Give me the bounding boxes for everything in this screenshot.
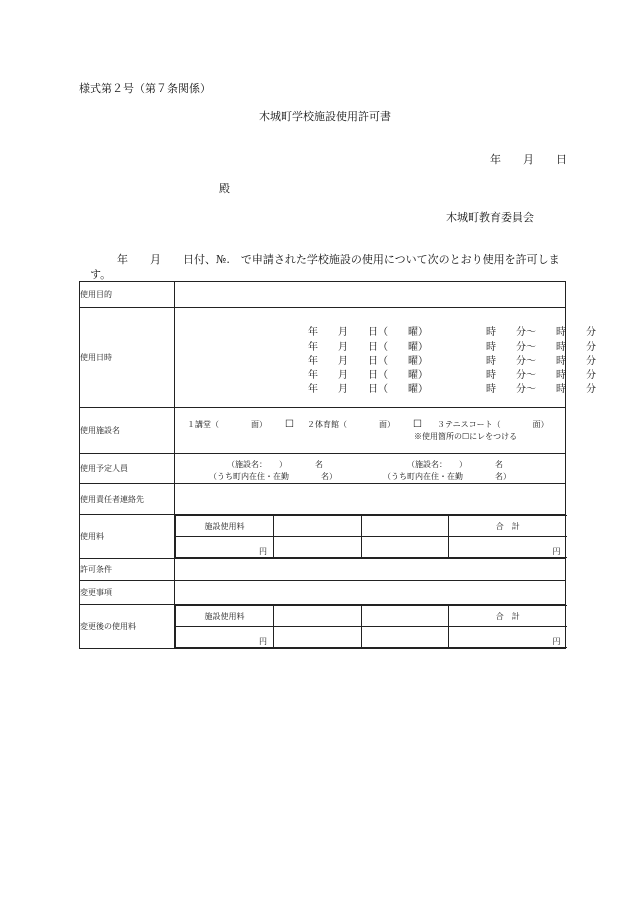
row-datetime xyxy=(80,308,566,408)
facility-option-hall: １講堂（ 面） xyxy=(187,420,267,429)
fee-cell xyxy=(274,606,362,627)
expected-col2-line2: （うち町内在住・在勤 名） xyxy=(383,472,511,481)
label-facility: 使用施設名 xyxy=(80,408,175,454)
addressee-suffix: 殿 xyxy=(219,182,230,195)
time-line-3: 時 分～ 時 分 xyxy=(486,356,596,367)
checkbox-hall[interactable]: ☐ xyxy=(285,419,294,430)
facility-option-tennis: ３テニスコート（ 面） xyxy=(437,420,549,429)
expected-col1-line1: （施設名： ） 名 xyxy=(227,460,323,469)
fee-total-header: 合 計 xyxy=(449,516,567,537)
fee-facility-yen: 円 xyxy=(176,537,274,558)
date-line-4: 年 月 日（ 曜） xyxy=(308,370,428,381)
facility-option-gym: ２体育館（ 面） xyxy=(307,420,395,429)
fee-after-facility-yen: 円 xyxy=(176,627,274,648)
facility-note: ※使用箇所の☐にレをつける xyxy=(414,432,518,441)
time-line-1: 時 分～ 時 分 xyxy=(486,327,596,338)
row-purpose xyxy=(80,282,566,308)
time-line-5: 時 分～ 時 分 xyxy=(486,384,596,395)
time-line-4: 時 分～ 時 分 xyxy=(486,370,596,381)
label-fee: 使用料 xyxy=(80,515,175,559)
intro-line-2: す。 xyxy=(90,268,112,281)
value-contact xyxy=(175,484,566,515)
value-fee-after xyxy=(175,605,566,649)
label-fee-after: 変更後の使用料 xyxy=(80,605,175,649)
label-contact: 使用責任者連絡先 xyxy=(80,484,175,515)
issuer: 木城町教育委員会 xyxy=(446,211,534,224)
permit-table xyxy=(79,281,596,649)
fee-after-facility-header: 施設使用料 xyxy=(176,606,274,627)
checkbox-gym[interactable]: ☐ xyxy=(413,419,422,430)
date-line-2: 年 月 日（ 曜） xyxy=(308,342,428,353)
intro-line-1: 年 月 日付、№. で申請された学校施設の使用について次のとおり使用を許可しま xyxy=(117,253,560,266)
value-conditions xyxy=(175,559,566,581)
row-contact xyxy=(80,484,566,515)
fee-cell xyxy=(362,537,449,558)
value-facility xyxy=(175,408,566,454)
value-purpose xyxy=(175,282,566,308)
time-line-2: 時 分～ 時 分 xyxy=(486,342,596,353)
date-line-5: 年 月 日（ 曜） xyxy=(308,384,428,395)
label-conditions: 許可条件 xyxy=(80,559,175,581)
value-datetime xyxy=(175,308,596,408)
expected-col2-line1: （施設名： ） 名 xyxy=(407,460,503,469)
row-fee-after xyxy=(80,605,566,649)
value-changes xyxy=(175,581,566,605)
row-changes xyxy=(80,581,566,605)
date-line-3: 年 月 日（ 曜） xyxy=(308,356,428,367)
fee-cell xyxy=(274,627,362,648)
fee-cell xyxy=(362,627,449,648)
row-facility xyxy=(80,408,566,454)
value-fee xyxy=(175,515,566,559)
label-datetime: 使用日時 xyxy=(80,308,175,408)
form-number: 様式第２号（第７条関係） xyxy=(79,82,211,95)
label-purpose: 使用目的 xyxy=(80,282,175,308)
label-changes: 変更事項 xyxy=(80,581,175,605)
fee-grid xyxy=(175,515,567,558)
fee-cell xyxy=(274,516,362,537)
row-expected xyxy=(80,454,566,484)
label-expected: 使用予定人員 xyxy=(80,454,175,484)
page-title: 木城町学校施設使用許可書 xyxy=(259,110,391,123)
row-fee xyxy=(80,515,566,559)
expected-col1-line2: （うち町内在住・在勤 名） xyxy=(209,472,337,481)
fee-after-total-header: 合 計 xyxy=(449,606,567,627)
fee-after-total-yen: 円 xyxy=(449,627,567,648)
value-expected xyxy=(175,454,566,484)
issue-date: 年 月 日 xyxy=(490,153,567,166)
row-conditions xyxy=(80,559,566,581)
fee-cell xyxy=(362,606,449,627)
fee-total-yen: 円 xyxy=(449,537,567,558)
fee-cell xyxy=(362,516,449,537)
fee-cell xyxy=(274,537,362,558)
date-line-1: 年 月 日（ 曜） xyxy=(308,327,428,338)
fee-facility-header: 施設使用料 xyxy=(176,516,274,537)
fee-after-grid xyxy=(175,605,567,648)
